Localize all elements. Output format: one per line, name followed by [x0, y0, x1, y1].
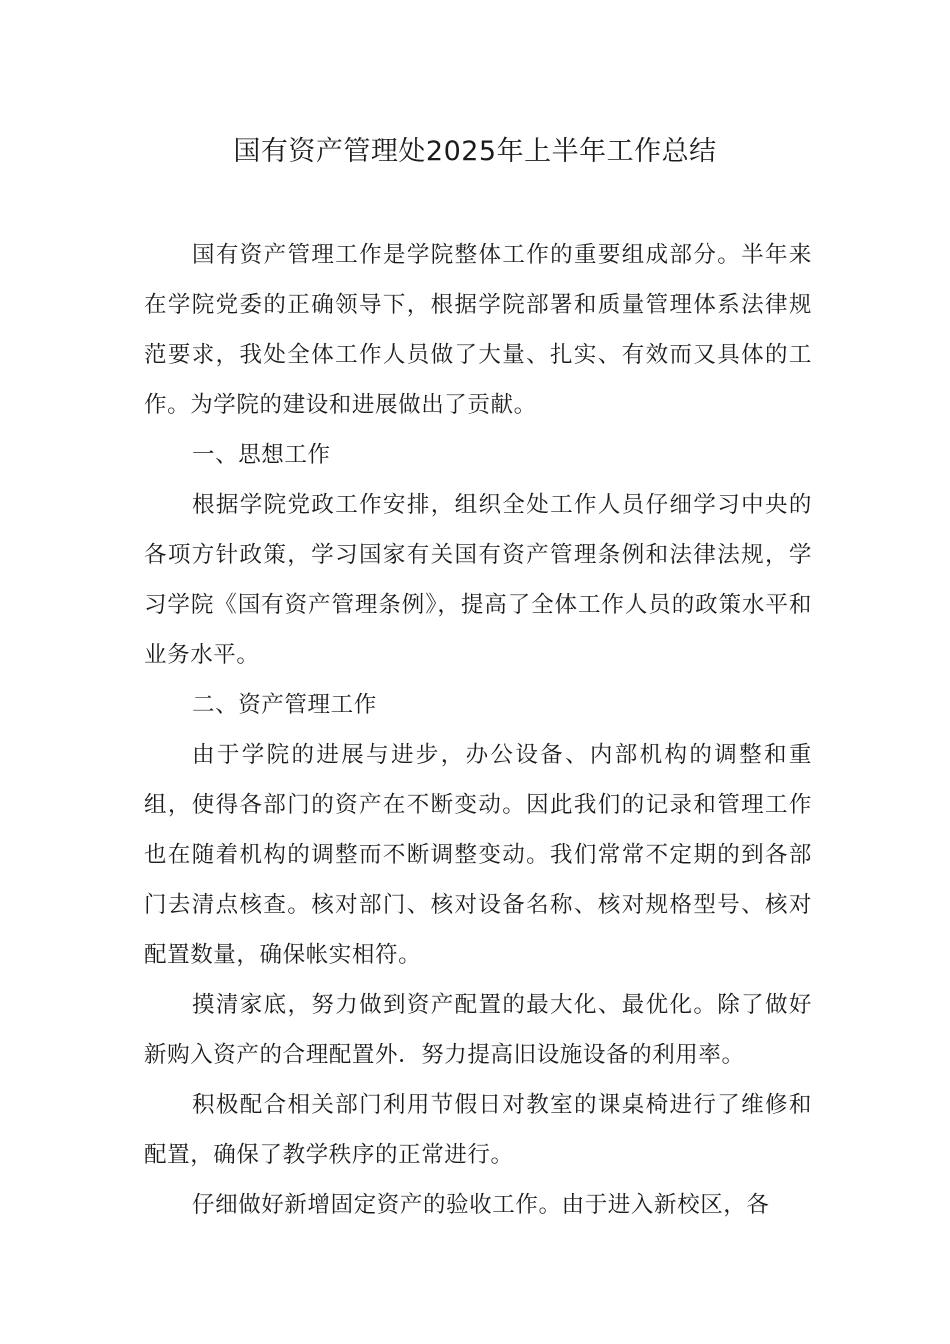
document-body — [144, 230, 812, 1230]
document-title: 国有资产管理处2025年上半年工作总结 — [233, 136, 717, 167]
paragraph-furniture-repair: 积极配合相关部门利用节假日对教室的课桌椅进行了维修和配置，确保了教学秩序的正常进行。 — [144, 1092, 812, 1168]
paragraph-new-assets: 仔细做好新增固定资产的验收工作。由于进入新校区，各 — [192, 1192, 770, 1218]
section-heading-asset-management: 二、资产管理工作 — [192, 692, 377, 718]
section-heading-ideology: 一、思想工作 — [192, 442, 331, 468]
paragraph-ideology: 根据学院党政工作安排，组织全处工作人员仔细学习中央的各项方针政策，学习国家有关国有资产管理条例和法律法规，学习学院《国有资产管理条例》，提高了全体工作人员的政策水平和业务水平。 — [144, 492, 812, 668]
paragraph-asset-changes: 由于学院的进展与进步，办公设备、内部机构的调整和重组，使得各部门的资产在不断变动。因此我们的记录和管理工作也在随着机构的调整而不断调整变动。我们常常不定期的到各部门去清点核查。核对部门、核对设备名称、核对规格型号、核对配置数量，确保帐实相符。 — [144, 742, 812, 968]
paragraph-intro: 国有资产管理工作是学院整体工作的重要组成部分。半年来在学院党委的正确领导下，根据学院部署和质量管理体系法律规范要求，我处全体工作人员做了大量、扎实、有效而又具体的工作。为学院的建设和进展做出了贡献。 — [144, 242, 812, 418]
paragraph-asset-optimization: 摸清家底，努力做到资产配置的最大化、最优化。除了做好新购入资产的合理配置外．努力提高旧设施设备的利用率。 — [144, 992, 812, 1068]
